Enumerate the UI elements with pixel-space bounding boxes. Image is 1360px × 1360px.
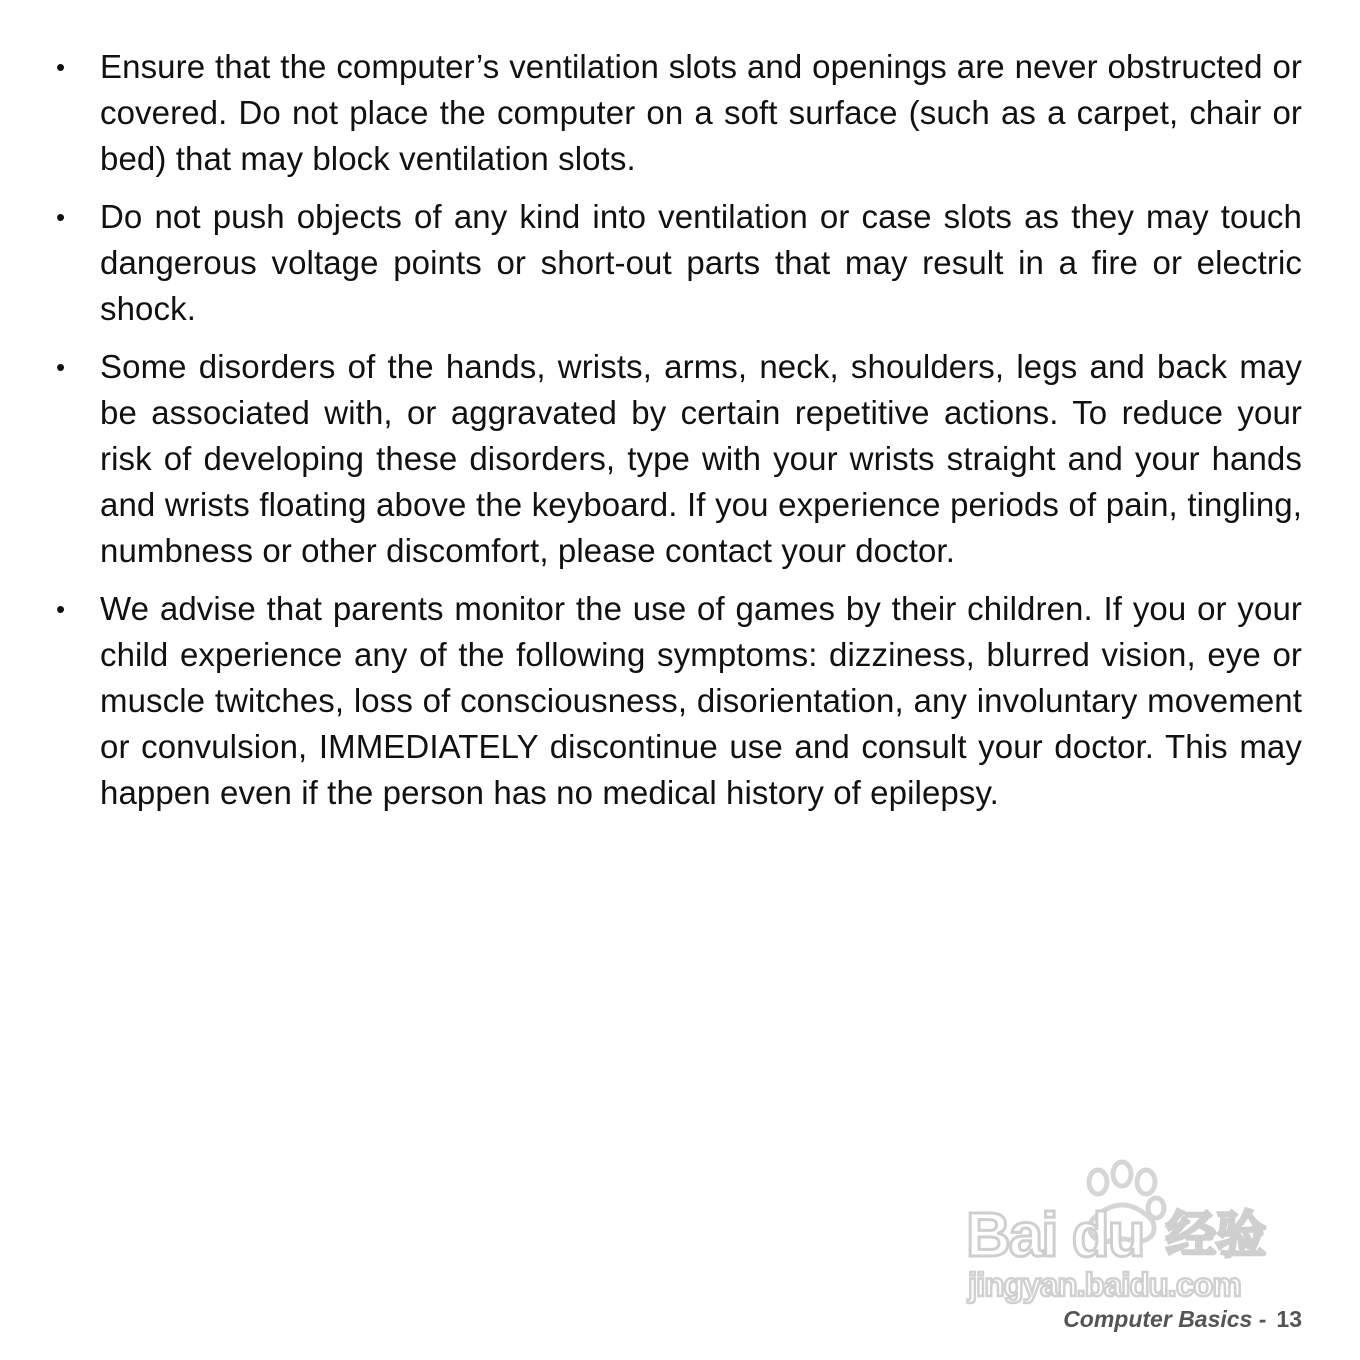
bullet-text-objects: Do not push objects of any kind into ventilation or case slots as they may touch dangerous voltage points or short-out parts that may result in a fire or electric shock. [100, 198, 1302, 327]
footer-section-title: Computer Basics - [1063, 1306, 1267, 1332]
bullet-marker: • [56, 202, 66, 232]
bullet-text-games: We advise that parents monitor the use of games by their children. If you or your child experience any of the following symptoms: dizziness, blurred vision, eye or muscle twitches, loss of consciousness, disorientation, any involuntary movement or convulsion, IMMEDIATELY discontinue use and consult your doctor. This may happen even if the person has no medical history of epilepsy. [100, 590, 1302, 811]
list-item [56, 44, 1302, 182]
bullet-marker: • [56, 594, 66, 624]
bullet-marker: • [56, 352, 66, 382]
list-item [56, 344, 1302, 574]
watermark-url: jingyan.baidu.com [968, 1266, 1241, 1303]
watermark-chinese: 经验 [1166, 1206, 1266, 1264]
list-item [56, 194, 1302, 332]
bullet-text-ventilation: Ensure that the computer’s ventilation slots and openings are never obstructed or covered. Do not place the computer on a soft surface (such as a carpet, chair or bed) that may block ventilation slots. [100, 48, 1302, 177]
watermark-brand: Bai du [966, 1201, 1144, 1270]
page-number: 13 [1276, 1306, 1302, 1332]
safety-bullet-list [56, 44, 1302, 828]
bullet-text-disorders: Some disorders of the hands, wrists, arms, neck, shoulders, legs and back may be associated with, or aggravated by certain repetitive actions. To reduce your risk of developing these disorders, type with your wrists straight and your hands and wrists floating above the keyboard. If you experience periods of pain, tingling, numbness or other discomfort, please contact your doctor. [100, 348, 1302, 569]
list-item [56, 586, 1302, 816]
baidu-watermark [962, 1156, 1282, 1312]
page-footer [1063, 1306, 1302, 1333]
bullet-marker: • [56, 52, 66, 82]
